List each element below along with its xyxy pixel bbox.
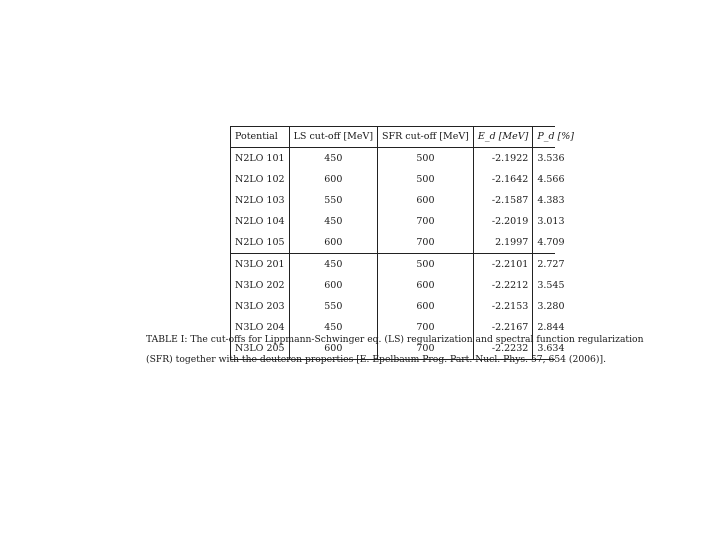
table-caption: [146, 330, 644, 370]
cell-sfr-cutoff: 600: [378, 190, 474, 211]
cell-ls-cutoff: 600: [289, 169, 377, 190]
cell-deuteron-energy: -2.1587: [473, 190, 532, 211]
results-table: [230, 126, 574, 360]
header-deuteron-energy: E_d [MeV]: [473, 127, 532, 148]
cell-sfr-cutoff: 700: [378, 232, 474, 254]
table-row: [231, 190, 556, 211]
cell-d-state-probability: 2.844: [533, 317, 556, 338]
cell-potential: N2LO 101: [231, 148, 290, 170]
cell-potential: N2LO 103: [231, 190, 290, 211]
cell-sfr-cutoff: 700: [378, 317, 474, 338]
cell-sfr-cutoff: 500: [378, 148, 474, 170]
cell-deuteron-energy: -2.1922: [473, 148, 532, 170]
cell-ls-cutoff: 450: [289, 211, 377, 232]
header-potential: Potential: [231, 127, 290, 148]
cell-deuteron-energy: -2.2232: [473, 338, 532, 360]
table-header-row: [231, 127, 556, 148]
cell-ls-cutoff: 550: [289, 190, 377, 211]
cell-potential: N3LO 201: [231, 254, 290, 276]
cell-ls-cutoff: 450: [289, 148, 377, 170]
cell-potential: N2LO 104: [231, 211, 290, 232]
cell-d-state-probability: 3.013: [533, 211, 556, 232]
table-header: [231, 127, 574, 148]
cell-d-state-probability: 3.634: [533, 338, 556, 360]
table-group-n2lo: [231, 148, 565, 254]
cell-deuteron-energy: -2.2212: [473, 275, 532, 296]
header-sfr-cutoff: SFR cut-off [MeV]: [378, 127, 474, 148]
header-ls-cutoff: LS cut-off [MeV]: [289, 127, 377, 148]
cell-sfr-cutoff: 700: [378, 338, 474, 360]
caption-line-1: TABLE I: The cut-offs for Lippmann-Schwinger eq. (LS) regularization and spectral function regularization: [146, 334, 644, 345]
cell-ls-cutoff: 600: [289, 232, 377, 254]
table-row: [231, 296, 556, 317]
caption-line-2: (SFR) together with the deuteron properties [E. Epelbaum Prog. Part. Nucl. Phys. 57, 654 (2006)].: [146, 354, 606, 365]
cell-sfr-cutoff: 700: [378, 211, 474, 232]
cell-deuteron-energy: -2.2167: [473, 317, 532, 338]
cell-sfr-cutoff: 500: [378, 254, 474, 276]
table-row: [231, 254, 556, 276]
cell-deuteron-energy: -2.2019: [473, 211, 532, 232]
cell-potential: N3LO 203: [231, 296, 290, 317]
cell-sfr-cutoff: 600: [378, 296, 474, 317]
cell-ls-cutoff: 600: [289, 275, 377, 296]
cell-deuteron-energy: 2.1997: [473, 232, 532, 254]
cell-ls-cutoff: 450: [289, 254, 377, 276]
cell-potential: N3LO 205: [231, 338, 290, 360]
cell-d-state-probability: 4.566: [533, 169, 556, 190]
table-row: [231, 211, 556, 232]
table-row: [231, 169, 556, 190]
table-row: [231, 232, 556, 254]
cell-potential: N2LO 102: [231, 169, 290, 190]
cell-ls-cutoff: 600: [289, 338, 377, 360]
cell-ls-cutoff: 450: [289, 317, 377, 338]
cell-sfr-cutoff: 600: [378, 275, 474, 296]
cell-deuteron-energy: -2.2101: [473, 254, 532, 276]
table-row: [231, 275, 556, 296]
cell-potential: N3LO 202: [231, 275, 290, 296]
cell-potential: N3LO 204: [231, 317, 290, 338]
cell-ls-cutoff: 550: [289, 296, 377, 317]
cell-d-state-probability: 3.545: [533, 275, 556, 296]
table-row: [231, 148, 556, 170]
cell-d-state-probability: 4.709: [533, 232, 556, 254]
cell-sfr-cutoff: 500: [378, 169, 474, 190]
cell-deuteron-energy: -2.1642: [473, 169, 532, 190]
header-d-state-probability: P_d [%]: [533, 127, 556, 148]
cell-d-state-probability: 3.280: [533, 296, 556, 317]
cell-deuteron-energy: -2.2153: [473, 296, 532, 317]
cell-d-state-probability: 3.536: [533, 148, 556, 170]
cell-d-state-probability: 2.727: [533, 254, 556, 276]
cell-d-state-probability: 4.383: [533, 190, 556, 211]
cell-potential: N2LO 105: [231, 232, 290, 254]
